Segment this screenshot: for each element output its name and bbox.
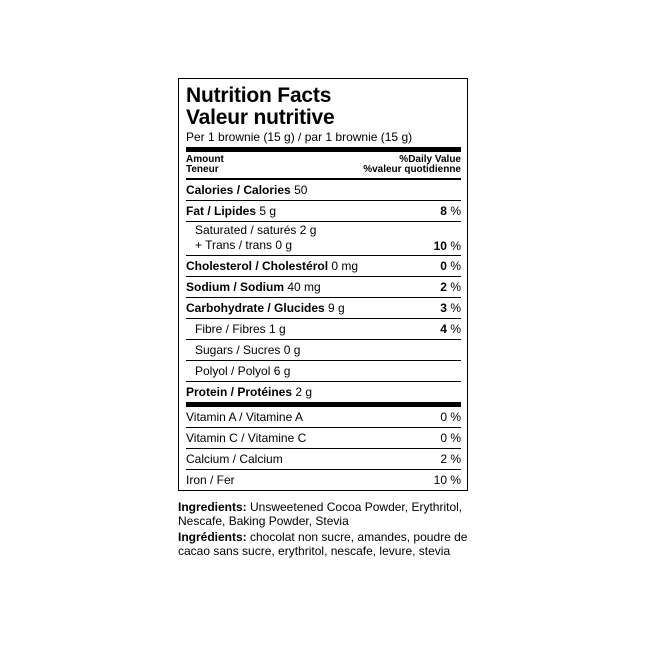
sugars-label: Sugars / Sucres 0 g xyxy=(195,343,301,357)
trans-pct: 10 xyxy=(433,239,447,253)
vitamin-row xyxy=(186,428,461,449)
trans-pct-unit: % xyxy=(446,239,461,253)
carbohydrate-label: Carbohydrate / Glucides xyxy=(186,301,325,315)
nutrition-facts-table xyxy=(178,78,468,491)
cholesterol-value: 0 mg xyxy=(331,259,359,273)
sodium-pct: 2 xyxy=(440,280,447,294)
vitamin-pct: 0 % xyxy=(440,431,461,445)
vitamin-row xyxy=(186,449,461,470)
carbohydrate-value: 9 g xyxy=(328,301,345,315)
sodium-label: Sodium / Sodium xyxy=(186,280,284,294)
title-en: Nutrition Facts xyxy=(186,84,332,107)
carbohydrate-pct: 3 xyxy=(440,301,447,315)
fat-row xyxy=(186,201,461,222)
fat-pct-unit: % xyxy=(446,204,461,218)
cholesterol-pct: 0 xyxy=(440,259,447,273)
protein-label: Protein / Protéines xyxy=(186,385,293,399)
vitamins-section xyxy=(186,407,461,490)
ingredients-en-text: Unsweetened Cocoa Powder, Erythritol, Nescafe, Baking Powder, Stevia xyxy=(178,500,463,528)
carbohydrate-pct-unit: % xyxy=(446,301,461,315)
carbohydrate-row xyxy=(186,298,461,319)
fibre-pct-unit: % xyxy=(446,322,461,336)
header-row xyxy=(186,152,461,180)
fat-label: Fat / Lipides xyxy=(186,204,257,218)
calories-row xyxy=(186,180,461,201)
vitamin-pct: 10 % xyxy=(433,473,461,487)
ingredients-fr xyxy=(178,530,468,558)
saturated-label: Saturated / saturés 2 g xyxy=(195,223,317,237)
calories-label: Calories / Calories xyxy=(186,183,291,197)
cholesterol-label: Cholesterol / Cholestérol xyxy=(186,259,329,273)
vitamin-label: Vitamin C / Vitamine C xyxy=(186,431,307,445)
cholesterol-row xyxy=(186,256,461,277)
daily-value-label-en: %Daily Value xyxy=(399,154,461,165)
fibre-row xyxy=(186,319,461,340)
fat-value: 5 g xyxy=(259,204,277,218)
fibre-pct: 4 xyxy=(440,322,447,336)
ingredients-en xyxy=(178,500,468,528)
cholesterol-pct-unit: % xyxy=(446,259,461,273)
vitamin-label: Vitamin A / Vitamine A xyxy=(186,410,303,424)
amount-label-en: Amount xyxy=(186,154,224,165)
calories-value: 50 xyxy=(294,183,308,197)
sodium-value: 40 mg xyxy=(287,280,321,294)
title-fr: Valeur nutritive xyxy=(186,106,335,129)
vitamin-pct: 0 % xyxy=(440,410,461,424)
fat-pct: 8 xyxy=(440,204,447,218)
sugars-row xyxy=(186,340,461,361)
ingredients-section xyxy=(178,500,468,560)
polyol-row xyxy=(186,361,461,382)
serving-size: Per 1 brownie (15 g) / par 1 brownie (15 g) xyxy=(186,130,461,152)
vitamin-label: Calcium / Calcium xyxy=(186,452,283,466)
vitamin-row xyxy=(186,407,461,428)
ingredients-fr-text: chocolat non sucre, amandes, poudre de cacao sans sucre, erythritol, nescafe, levure, stevia xyxy=(178,530,468,558)
sodium-row xyxy=(186,277,461,298)
sodium-pct-unit: % xyxy=(446,280,461,294)
amount-label-fr: Teneur xyxy=(186,164,219,175)
ingredients-en-label: Ingredients: xyxy=(178,500,247,514)
fibre-label: Fibre / Fibres 1 g xyxy=(195,322,286,336)
daily-value-label-fr: %valeur quotidienne xyxy=(363,164,461,175)
protein-value: 2 g xyxy=(295,385,313,399)
vitamin-pct: 2 % xyxy=(440,452,461,466)
trans-label: + Trans / trans 0 g xyxy=(195,238,293,252)
protein-row xyxy=(186,382,461,407)
vitamin-label: Iron / Fer xyxy=(186,473,235,487)
vitamin-row xyxy=(186,470,461,490)
saturated-trans-row xyxy=(186,222,461,256)
polyol-label: Polyol / Polyol 6 g xyxy=(195,364,291,378)
ingredients-fr-label: Ingrédients: xyxy=(178,530,247,544)
